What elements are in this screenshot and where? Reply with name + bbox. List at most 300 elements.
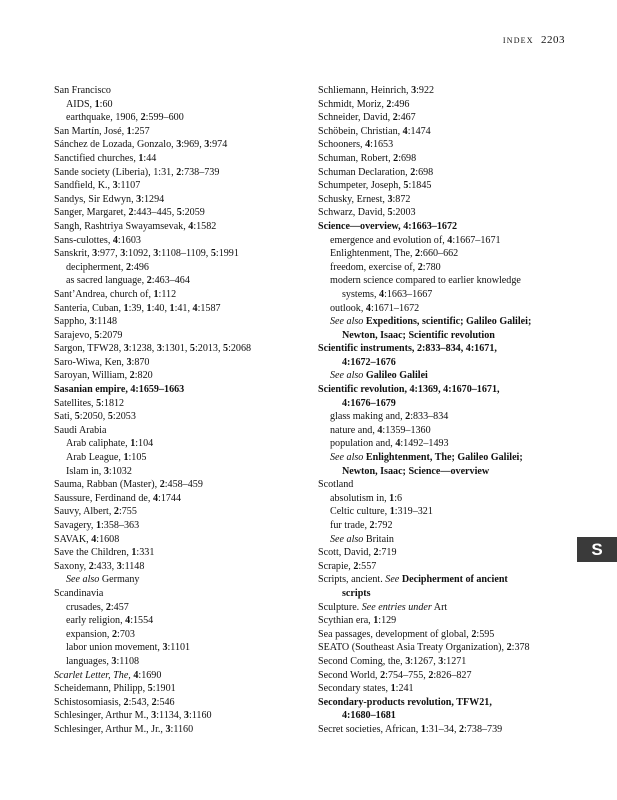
entry-text: Enlightenment, The, xyxy=(330,248,416,260)
entry-text: early religion, xyxy=(66,615,126,627)
entry-text: SAVAK, xyxy=(54,533,92,545)
index-entry xyxy=(54,492,304,506)
entry-text: 4 xyxy=(465,343,471,355)
entry-text: 5 xyxy=(96,397,102,409)
entry-text: Islam in, xyxy=(66,465,104,477)
entry-text: Saxony, xyxy=(54,560,89,572)
entry-text: 1 xyxy=(131,547,137,559)
entry-text: :1492–1493 xyxy=(400,438,449,450)
index-entry xyxy=(318,288,570,302)
index-entry xyxy=(318,166,570,180)
index-entry xyxy=(318,519,570,533)
entry-text: Enlightenment, The; Galileo Galilei; xyxy=(365,452,523,464)
entry-text: :44 xyxy=(143,152,157,164)
entry-text: :6 xyxy=(394,492,403,504)
index-entry xyxy=(54,587,304,601)
entry-text: Schlesinger, Arthur M., Jr., xyxy=(54,723,166,735)
entry-text: Saro-Wiwa, Ken, xyxy=(54,356,127,368)
index-entry xyxy=(54,206,304,220)
entry-text: Art xyxy=(431,601,448,613)
entry-text: Newton, Isaac; Science—overview xyxy=(342,465,490,477)
entry-text: 4 xyxy=(125,615,131,627)
entry-text: 5 xyxy=(387,207,393,219)
index-entry xyxy=(54,98,304,112)
entry-text: 1 xyxy=(130,438,136,450)
index-entry xyxy=(54,383,304,397)
entry-text: Saroyan, William, xyxy=(54,370,130,382)
index-entry xyxy=(54,519,304,533)
entry-text: :1294 xyxy=(141,193,165,205)
entry-text: Scythian era, xyxy=(318,615,374,627)
entry-text: Scotland xyxy=(318,479,354,491)
entry-text: :1238, xyxy=(128,343,157,355)
entry-text: :833–834, xyxy=(422,343,466,355)
entry-text: :969, xyxy=(181,139,205,151)
entry-text: TFW28 xyxy=(87,343,119,355)
index-entry xyxy=(318,369,570,383)
index-entry xyxy=(54,465,304,479)
index-entry xyxy=(318,234,570,248)
index-entry xyxy=(54,125,304,139)
entry-text: 4 xyxy=(130,384,136,396)
entry-text: :2053 xyxy=(112,411,136,423)
index-entry xyxy=(54,138,304,152)
entry-text: 2 xyxy=(506,642,512,654)
entry-text: 1 xyxy=(123,452,129,464)
index-entry xyxy=(54,451,304,465)
entry-text: 4 xyxy=(379,288,385,300)
index-entry xyxy=(318,505,570,519)
entry-text: Science—overview, 4:1663–1672 xyxy=(318,220,458,232)
entry-text: :241 xyxy=(395,683,414,695)
entry-text: Sarajevo, xyxy=(54,329,95,341)
entry-text: :1301, xyxy=(161,343,190,355)
entry-text: :1663–1667 xyxy=(384,288,433,300)
entry-text: Secret societies, African, xyxy=(318,723,421,735)
entry-text: systems, xyxy=(342,288,380,300)
entry-text: Schwarz, David, xyxy=(318,207,388,219)
entry-text: 2 xyxy=(159,479,165,491)
entry-text: 2 xyxy=(123,696,129,708)
entry-text: :1271 xyxy=(443,655,467,667)
index-entry xyxy=(54,560,304,574)
entry-text: 3 xyxy=(165,723,171,735)
entry-text: :458–459 xyxy=(164,479,203,491)
index-entry xyxy=(54,179,304,193)
entry-text: :1690 xyxy=(138,669,162,681)
entry-text: :1744 xyxy=(158,492,182,504)
entry-text: :2013, xyxy=(194,343,224,355)
entry-text: :974 xyxy=(209,139,228,151)
entry-text: 3 xyxy=(153,248,159,260)
index-entry xyxy=(54,193,304,207)
entry-text: 1 xyxy=(390,683,396,695)
entry-text: crusades, xyxy=(66,601,106,613)
entry-text: Sea passages, development of global, xyxy=(318,628,472,640)
entry-text: :41, xyxy=(174,302,193,314)
entry-text: freedom, exercise of, xyxy=(330,261,418,273)
entry-text: 2 xyxy=(129,370,135,382)
entry-text: Galileo Galilei xyxy=(365,370,428,382)
entry-text: population and, xyxy=(330,438,396,450)
index-entry xyxy=(54,424,304,438)
entry-text: :1991 xyxy=(215,248,239,260)
index-entry xyxy=(318,641,570,655)
index-column-left xyxy=(54,84,304,737)
entry-text: Schliemann, Heinrich, xyxy=(318,85,412,96)
entry-text: :2059 xyxy=(181,207,205,219)
index-entry xyxy=(54,302,304,316)
entry-text: :358–363 xyxy=(101,520,140,531)
entry-text: 2 xyxy=(392,112,398,124)
entry-text: See also xyxy=(330,370,364,382)
entry-text: :826–827 xyxy=(433,669,472,681)
entry-text: :703 xyxy=(117,628,135,640)
entry-text: Scientific instruments, xyxy=(318,343,417,355)
entry-text: :557 xyxy=(358,560,377,572)
index-entry xyxy=(318,84,570,98)
entry-text: Sauvy, Albert, xyxy=(54,506,114,518)
index-entry xyxy=(54,614,304,628)
index-entry xyxy=(54,274,304,288)
entry-text: 1 xyxy=(123,302,129,314)
entry-text: :820 xyxy=(134,370,153,382)
index-entry xyxy=(318,465,570,479)
entry-text: 3 xyxy=(405,655,411,667)
entry-text: See xyxy=(385,574,400,586)
index-entry xyxy=(54,166,304,180)
entry-text: 5 xyxy=(189,343,195,355)
entry-text: 2 xyxy=(417,261,423,273)
entry-text: 2 xyxy=(386,98,392,110)
index-entry xyxy=(54,546,304,560)
entry-text: :2050, xyxy=(79,411,108,423)
index-entry xyxy=(318,397,570,411)
entry-text: :2003 xyxy=(392,207,416,219)
entry-text: :1812 xyxy=(101,397,125,409)
entry-text: :1608 xyxy=(96,533,120,545)
index-entry xyxy=(318,261,570,275)
index-entry xyxy=(54,696,304,710)
entry-text: 4 xyxy=(377,424,383,436)
entry-text: :698 xyxy=(398,152,417,164)
entry-text: 1 xyxy=(95,520,101,531)
index-entry xyxy=(54,356,304,370)
entry-text: Schuman, Robert, xyxy=(318,152,394,164)
entry-text: 3 xyxy=(116,560,122,572)
index-entry xyxy=(54,682,304,696)
entry-text: glass making and, xyxy=(330,411,406,423)
entry-text: 2 xyxy=(373,547,379,559)
entry-text: :1160 xyxy=(170,723,194,735)
entry-text: Santeria, Cuban, xyxy=(54,302,124,314)
index-entry xyxy=(318,179,570,193)
entry-text: Second Coming, the, xyxy=(318,655,406,667)
index-entry xyxy=(54,505,304,519)
entry-text: :31–34, xyxy=(425,723,459,735)
entry-text: See also xyxy=(330,316,364,328)
entry-text: :755 xyxy=(118,506,137,518)
entry-text: Satellites, xyxy=(54,397,97,409)
index-entry xyxy=(318,193,570,207)
entry-text: as sacred language, xyxy=(66,275,147,287)
entry-text: :105 xyxy=(128,452,147,464)
entry-text: :738–739 xyxy=(464,723,503,735)
index-entry xyxy=(54,709,304,723)
running-header xyxy=(503,34,565,46)
entry-text: Saudi Arabia xyxy=(54,424,107,436)
entry-text: :922 xyxy=(416,85,435,96)
page-number: 2203 xyxy=(541,34,565,46)
thumb-tab-letter: S xyxy=(591,539,603,559)
entry-text: 1 xyxy=(94,98,100,110)
entry-text: :1108–1109, xyxy=(158,248,211,260)
entry-text: 2 xyxy=(151,696,157,708)
index-entry xyxy=(54,533,304,547)
index-entry xyxy=(318,138,570,152)
entry-text: 2 xyxy=(146,275,152,287)
entry-text: :698 xyxy=(415,166,434,178)
entry-text: Arab caliphate, xyxy=(66,438,131,450)
index-entry xyxy=(318,302,570,316)
entry-text: 3 xyxy=(136,193,142,205)
index-entry xyxy=(54,220,304,234)
entry-text: See entries under xyxy=(361,601,432,613)
entry-text: :496 xyxy=(391,98,410,110)
entry-text: Sande society (Liberia), 1:31, xyxy=(54,166,177,178)
entry-text: 4 xyxy=(112,234,118,246)
entry-text: Schistosomiasis, xyxy=(54,696,124,708)
entry-text: :546 xyxy=(156,696,175,708)
index-entry xyxy=(318,669,570,683)
entry-text: Schumpeter, Joseph, xyxy=(318,180,404,192)
entry-text: 3 xyxy=(204,139,210,151)
entry-text: Sandys, Sir Edwyn, xyxy=(54,193,137,205)
entry-text: :443–445, xyxy=(133,207,177,219)
entry-text: :1671, xyxy=(470,343,497,355)
index-entry xyxy=(318,451,570,465)
entry-text: 4 xyxy=(409,384,415,396)
entry-text: 3 xyxy=(162,642,168,654)
entry-text: :595 xyxy=(476,628,495,640)
entry-text: :1554 xyxy=(130,615,154,627)
entry-text: :467 xyxy=(397,112,416,124)
entry-text: :1134, xyxy=(156,710,184,722)
entry-text: Newton, Isaac; Scientific revolution xyxy=(342,329,495,341)
entry-text: 2 xyxy=(105,601,111,613)
entry-text: Germany xyxy=(99,574,140,586)
index-entry xyxy=(54,437,304,451)
index-entry xyxy=(54,601,304,615)
index-entry xyxy=(318,682,570,696)
index-entry xyxy=(318,437,570,451)
entry-text: 1 xyxy=(153,288,159,300)
entry-text: Sargon, xyxy=(54,343,88,355)
index-entry xyxy=(318,125,570,139)
entry-text: :870 xyxy=(131,356,150,368)
entry-text: Schlesinger, Arthur M., xyxy=(54,710,152,722)
entry-text: 4 xyxy=(192,302,198,314)
entry-text: See also xyxy=(330,533,364,545)
entry-text: :463–464 xyxy=(151,275,190,287)
entry-text: :378 xyxy=(511,642,530,654)
entry-text: :738–739 xyxy=(181,166,220,178)
entry-text: :496 xyxy=(131,261,149,273)
entry-text: 3 xyxy=(183,710,189,722)
entry-text: Arab League, xyxy=(66,452,124,464)
index-entry xyxy=(54,84,304,98)
entry-text: :1671–1672 xyxy=(370,302,420,314)
entry-text: labor union movement, xyxy=(66,642,163,654)
entry-text: 4 xyxy=(133,669,139,681)
entry-text: Schooners, xyxy=(318,139,366,151)
entry-text: Sanskrit, xyxy=(54,248,93,260)
entry-text: Second World, xyxy=(318,669,381,681)
entry-text: 4 xyxy=(447,234,453,246)
entry-text: earthquake, 1906, xyxy=(66,112,141,124)
entry-text: 2 xyxy=(459,723,465,735)
index-entry xyxy=(318,587,570,601)
entry-text: Celtic culture, xyxy=(330,506,390,518)
entry-text: Savagery, xyxy=(54,520,96,531)
index-entry xyxy=(318,274,570,288)
entry-text: Schneider, David, xyxy=(318,112,393,124)
index-entry xyxy=(318,206,570,220)
entry-text: :780 xyxy=(422,261,441,273)
entry-text: Scrapie, xyxy=(318,560,354,572)
index-entry xyxy=(318,628,570,642)
entry-text: 3 xyxy=(92,248,98,260)
entry-text: :977, xyxy=(97,248,121,260)
index-entry xyxy=(54,410,304,424)
entry-text: Scandinavia xyxy=(54,587,104,599)
entry-text: expansion, xyxy=(66,628,112,640)
entry-text: 5 xyxy=(147,683,153,695)
entry-text: 3 xyxy=(89,316,95,328)
entry-text: San Martín, José, xyxy=(54,125,127,137)
entry-text: :319–321 xyxy=(394,506,433,518)
entry-text: :1603 xyxy=(117,234,141,246)
entry-text: :1107 xyxy=(117,180,141,192)
entry-text: :1160 xyxy=(188,710,212,722)
entry-text: Sasanian empire, xyxy=(54,384,131,396)
entry-text: :2068 xyxy=(228,343,252,355)
entry-text: 4 xyxy=(152,492,159,504)
entry-text: Saussure, Ferdinand de, xyxy=(54,492,153,504)
index-entry xyxy=(318,709,570,723)
index-entry xyxy=(54,342,304,356)
entry-text: 3 xyxy=(103,465,109,477)
entry-text: 1 xyxy=(389,506,395,518)
entry-text: 1 xyxy=(420,723,426,735)
entry-text: :833–834 xyxy=(410,411,449,423)
entry-text: Expeditions, scientific; Galileo Galilei; xyxy=(365,316,532,328)
entry-text: :1474 xyxy=(407,125,431,137)
entry-text: See also xyxy=(66,574,100,586)
index-entry xyxy=(318,601,570,615)
entry-text: :433, xyxy=(93,560,117,572)
entry-text: 2 xyxy=(416,343,423,355)
index-entry xyxy=(54,573,304,587)
entry-text: 4:1676–1679 xyxy=(342,397,396,409)
entry-text: Sculpture. xyxy=(318,601,362,613)
entry-text: :129 xyxy=(378,615,397,627)
entry-text: 4 xyxy=(365,302,371,314)
entry-text: 2 xyxy=(111,628,118,640)
entry-text: 2 xyxy=(380,669,386,681)
entry-text: 4:1672–1676 xyxy=(342,356,396,368)
entry-text: 4 xyxy=(402,125,408,137)
entry-text: :1148 xyxy=(94,316,117,328)
index-entry xyxy=(54,655,304,669)
entry-text: :1670–1671, xyxy=(448,384,500,396)
entry-text: 3 xyxy=(411,85,417,96)
entry-text: Scientific revolution, xyxy=(318,384,410,396)
index-entry xyxy=(54,723,304,737)
entry-text: 4 xyxy=(395,438,401,450)
entry-text: 5 xyxy=(176,207,182,219)
entry-text: :331 xyxy=(136,547,155,559)
header-label: index xyxy=(502,34,534,46)
index-entry xyxy=(318,383,570,397)
index-entry xyxy=(318,614,570,628)
entry-text: 2 xyxy=(353,560,359,572)
entry-text: Sánchez de Lozada, Gonzalo, xyxy=(54,139,177,151)
index-entry xyxy=(54,369,304,383)
entry-text: 2 xyxy=(410,166,416,178)
entry-text: Sandfield, K., xyxy=(54,180,113,192)
entry-text: :1587 xyxy=(197,302,221,314)
entry-text: 3 xyxy=(112,180,118,192)
entry-text: :40, xyxy=(151,302,170,314)
entry-text: :660–662 xyxy=(420,248,459,260)
entry-text: nature and, xyxy=(330,424,378,436)
entry-text: :1653 xyxy=(370,139,394,151)
entry-text: Sati, xyxy=(54,411,75,423)
entry-text: :1148 xyxy=(121,560,145,572)
index-entry xyxy=(54,234,304,248)
index-entry xyxy=(318,98,570,112)
entry-text: 5 xyxy=(403,180,409,192)
entry-text: Scarlet Letter, The, xyxy=(54,669,131,681)
entry-text: 3 xyxy=(151,710,157,722)
index-entry xyxy=(318,560,570,574)
entry-text: 1 xyxy=(138,152,144,164)
entry-text: 4 xyxy=(91,533,97,545)
entry-text: 4 xyxy=(188,220,194,232)
entry-text: AIDS, xyxy=(66,98,95,110)
entry-text: Schöbein, Christian, xyxy=(318,125,403,137)
entry-text: 1 xyxy=(126,125,132,137)
entry-text: Scripts, ancient. xyxy=(318,574,386,586)
index-entry xyxy=(54,641,304,655)
entry-text: 2 xyxy=(415,248,421,260)
entry-text: :792 xyxy=(374,520,393,531)
entry-text: Secondary states, xyxy=(318,683,391,695)
entry-text: :39, xyxy=(128,302,147,314)
entry-text: See also xyxy=(330,452,364,464)
index-column-right xyxy=(318,84,570,737)
section-thumb-tab xyxy=(577,537,617,562)
entry-text: fur trade, xyxy=(330,520,370,531)
entry-text: , xyxy=(118,343,124,355)
entry-text: 5 xyxy=(94,329,100,341)
entry-text: Sanger, Margaret, xyxy=(54,207,129,219)
entry-text: Decipherment of ancient xyxy=(401,574,508,586)
entry-text: Sauma, Rabban (Master), xyxy=(54,479,160,491)
entry-text: 2 xyxy=(471,628,477,640)
entry-text: 3 xyxy=(176,139,182,151)
